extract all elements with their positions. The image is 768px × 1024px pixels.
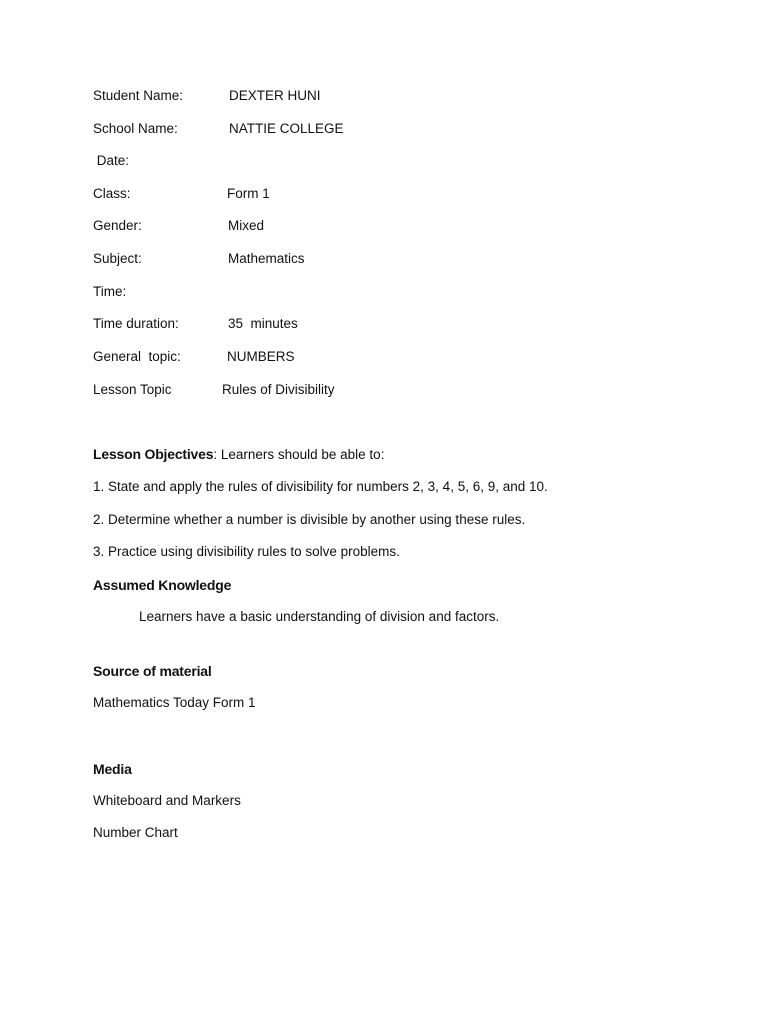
time-duration-value: 35 minutes [228, 316, 298, 331]
assumed-knowledge-text: Learners have a basic understanding of division and factors. [139, 609, 500, 624]
subject-label: Subject: [93, 251, 142, 266]
lesson-topic-value: Rules of Divisibility [222, 382, 335, 397]
school-name-label: School Name: [93, 121, 178, 136]
time-label: Time: [93, 284, 127, 299]
lesson-objectives-intro: : Learners should be able to: [213, 447, 385, 462]
class-value: Form 1 [227, 186, 270, 201]
objective-item-1: 1. State and apply the rules of divisibility for numbers 2, 3, 4, 5, 6, 9, and 10. [93, 479, 548, 494]
general-topic-label: General topic: [93, 349, 181, 364]
lesson-objectives-heading: Lesson Objectives [93, 446, 214, 462]
general-topic-value: NUMBERS [227, 349, 295, 364]
gender-value: Mixed [228, 218, 265, 233]
gender-label: Gender: [93, 218, 142, 233]
media-item-2: Number Chart [93, 825, 178, 840]
media-item-1: Whiteboard and Markers [93, 793, 241, 808]
time-duration-label: Time duration: [93, 316, 179, 331]
student-name-label: Student Name: [93, 88, 184, 103]
student-name-value: DEXTER HUNI [229, 88, 321, 103]
source-of-material-heading: Source of material [93, 663, 212, 679]
objective-item-3: 3. Practice using divisibility rules to solve problems. [93, 544, 400, 559]
source-of-material-text: Mathematics Today Form 1 [93, 695, 256, 710]
school-name-value: NATTIE COLLEGE [229, 121, 344, 136]
lesson-objectives-line [93, 445, 384, 464]
objective-item-2: 2. Determine whether a number is divisible by another using these rules. [93, 512, 526, 527]
media-heading: Media [93, 761, 132, 777]
lesson-topic-label: Lesson Topic [93, 382, 172, 397]
date-label: Date: [93, 153, 130, 168]
assumed-knowledge-heading: Assumed Knowledge [93, 577, 232, 593]
class-label: Class: [93, 186, 131, 201]
subject-value: Mathematics [228, 251, 305, 266]
